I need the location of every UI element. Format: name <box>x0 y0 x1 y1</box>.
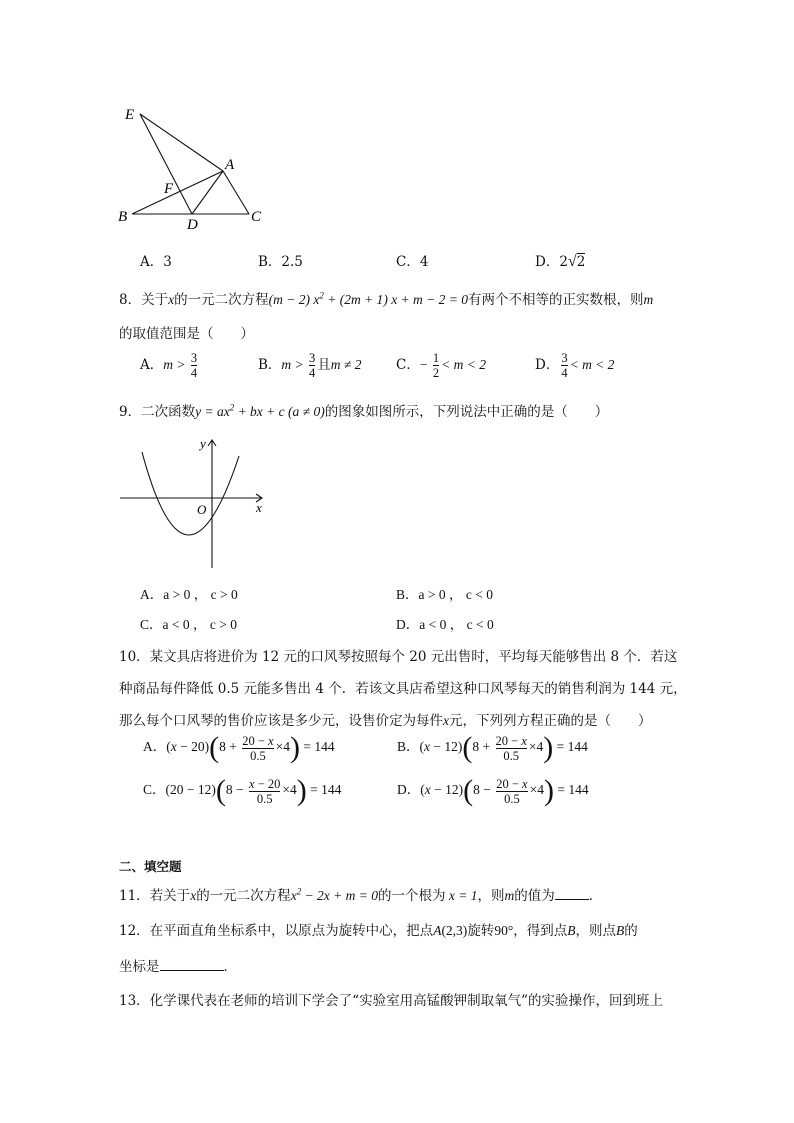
q10-stem-line2: 种商品每件降低 0.5 元能多售出 4 个．若该文具店希望这种口风琴每天的销售利润为 144 元， <box>119 681 687 697</box>
section-title: 二、填空题 <box>119 859 182 874</box>
q10-stem-line3: 那么每个口风琴的售价应该是多少元，设售价定为每件x元，下列列方程正确的是（ ） <box>119 713 652 729</box>
label-F: F <box>164 181 174 197</box>
parabola-graph <box>116 432 276 574</box>
q10-option-b[interactable]: B．(x − 12)(8 + $\frac{20 - x}{0.5}$ ×4) = 144 <box>397 731 588 764</box>
q8-option-d[interactable]: D． $\frac{3}{4}$ < m < 2 <box>535 351 615 380</box>
q10-stem-line1: 10．某文具店将进价为 12 元的口风琴按照每个 20 元出售时，平均每天能够售出 8 个．若这 <box>119 649 678 665</box>
label-B: B <box>118 209 128 225</box>
q8-option-a[interactable]: A．m > $\frac{3}{4}$ <box>140 351 198 380</box>
q9-option-a[interactable]: A．a > 0 ， c > 0 <box>140 587 238 602</box>
label-C: C <box>251 209 262 225</box>
axis-label-x: x <box>256 500 262 515</box>
q12-stem: 12．在平面直角坐标系中，以原点为旋转中心，把点A(2,3)旋转90°，得到点B，则点B的 <box>119 923 638 939</box>
q11-stem: 11．若关于x的一元二次方程$x^2 - 2x + m = 0$的一个根为 x = 1，则m的值为 ． <box>119 886 603 904</box>
q9-option-d[interactable]: D．a < 0 ， c < 0 <box>396 617 494 632</box>
q9-function: $y = ax^2$ + bx + c (a ≠ 0) <box>195 402 325 419</box>
q8-equation: (m − 2) $x^2 + (2m + 1) x + m - 2 = 0$ <box>268 290 469 307</box>
triangle-figure <box>112 100 272 232</box>
label-D: D <box>187 217 198 232</box>
q10-option-d[interactable]: D．(x − 12)(8 − $\frac{20 - x}{0.5}$ ×4) = 144 <box>397 774 589 807</box>
q7-option-b[interactable]: B．2.5 <box>258 254 303 270</box>
label-E: E <box>125 107 135 123</box>
q7-option-c[interactable]: C．4 <box>396 254 429 270</box>
q12-answer-blank[interactable] <box>160 958 224 971</box>
label-A: A <box>225 157 235 173</box>
q7-option-d[interactable]: D．2√2 <box>535 253 586 270</box>
parabola-curve <box>142 452 239 535</box>
q7-option-a[interactable]: A．3 <box>140 254 172 270</box>
q8-option-b[interactable]: B．m > $\frac{3}{4}$ 且m ≠ 2 <box>258 351 362 380</box>
axis-label-y: y <box>200 436 206 451</box>
q12-stem-line2: 坐标是 ． <box>119 959 237 975</box>
q9-option-c[interactable]: C．a < 0 ， c > 0 <box>140 617 237 632</box>
q13-stem-line1: 13．化学课代表在老师的培训下学会了“实验室用高锰酸钾制取氧气”的实验操作，回到班上 <box>119 993 663 1009</box>
q11-answer-blank[interactable] <box>555 887 589 900</box>
q8-stem-line2: 的取值范围是（ ） <box>119 326 254 342</box>
q8-stem: 8．关于x的一元二次方程(m − 2) $x^2 + (2m + 1) x + m - 2 = 0$有两个不相等的正实数根，则m <box>119 290 654 308</box>
origin-label: O <box>197 502 207 517</box>
q10-option-c[interactable]: C．(20 − 12)(8 − $\frac{x - 20}{0.5}$ ×4) = 144 <box>143 774 342 807</box>
q8-option-c[interactable]: C．− $\frac{1}{2}$ < m < 2 <box>396 351 486 380</box>
q9-stem: 9．二次函数$y = ax^2$ + bx + c (a ≠ 0)的图象如图所示，下列说法中正确的是（ ） <box>119 402 609 420</box>
q10-option-a[interactable]: A．(x − 20)(8 + $\frac{20 - x}{0.5}$ ×4) = 144 <box>143 731 335 764</box>
sqrt-icon: √ <box>567 253 577 270</box>
q9-option-b[interactable]: B．a > 0 ， c < 0 <box>396 587 493 602</box>
